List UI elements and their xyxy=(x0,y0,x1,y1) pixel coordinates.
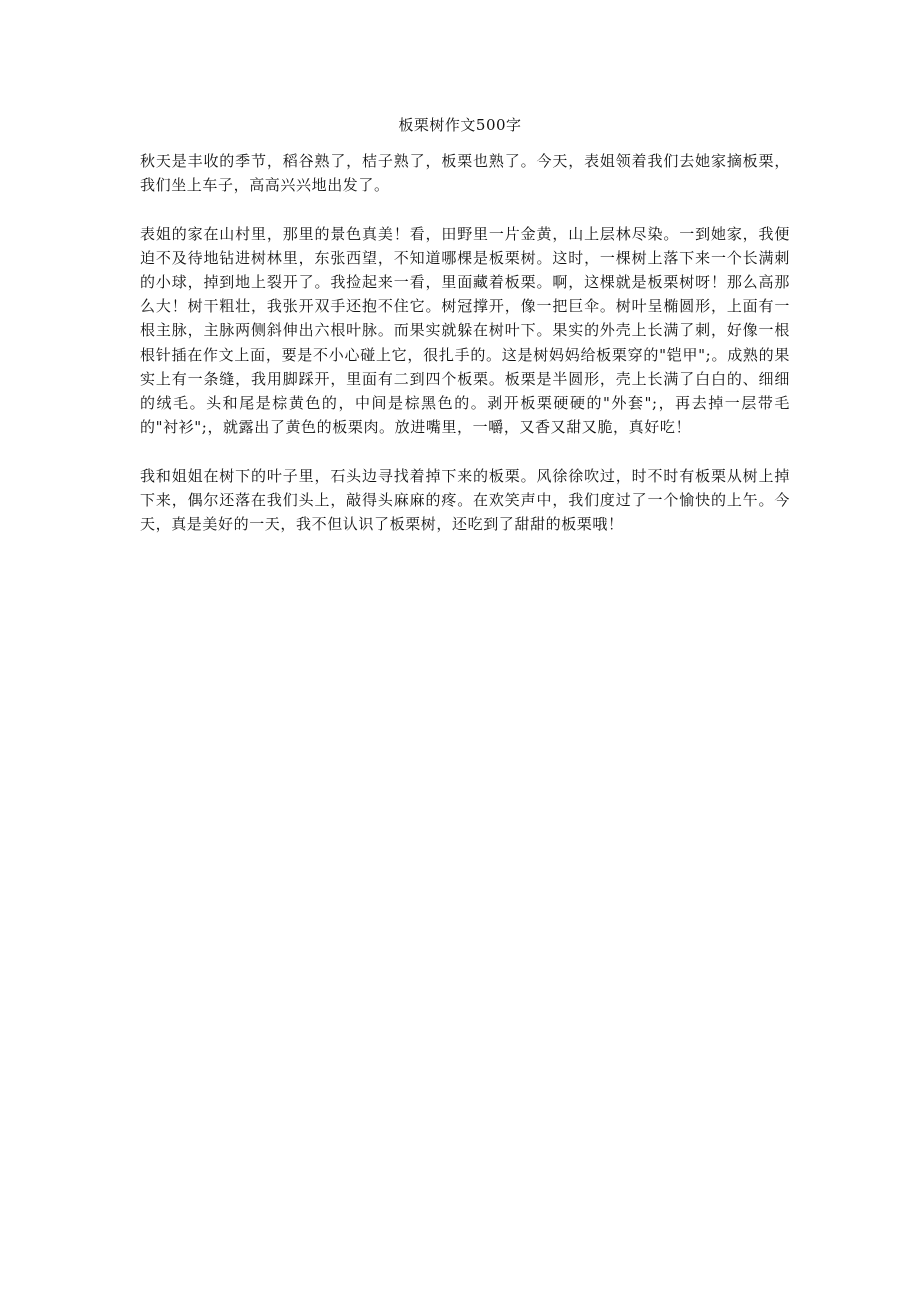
paragraph-2: 表姐的家在山村里，那里的景色真美！看，田野里一片金黄，山上层林尽染。一到她家，我便迫不及待地钻进树林里，东张西望，不知道哪棵是板栗树。这时，一棵树上落下来一个长满刺的小球，掉到地上裂开了。我捡起来一看，里面藏着板栗。啊，这棵就是板栗树呀！那么高那么大！树干粗壮，我张开双手还抱不住它。树冠撑开，像一把巨伞。树叶呈椭圆形，上面有一根主脉，主脉两侧斜伸出六根叶脉。而果实就躲在树叶下。果实的外壳上长满了刺，好像一根根针插在作文上面，要是不小心碰上它，很扎手的。这是树妈妈给板栗穿的"铠甲";。成熟的果实上有一条缝，我用脚踩开，里面有二到四个板栗。板栗是半圆形，壳上长满了白白的、细细的绒毛。头和尾是棕黄色的，中间是棕黑色的。剥开板栗硬硬的"外套";，再去掉一层带毛的"衬衫";，就露出了黄色的板栗肉。放进嘴里，一嚼，又香又甜又脆，真好吃！ xyxy=(140,224,790,437)
paragraph-3: 我和姐姐在树下的叶子里，石头边寻找着掉下来的板栗。风徐徐吹过，时不时有板栗从树上掉下来，偶尔还落在我们头上，敲得头麻麻的疼。在欢笑声中，我们度过了一个愉快的上午。今天，真是美好的一天，我不但认识了板栗树，还吃到了甜甜的板栗哦！ xyxy=(140,466,790,534)
paragraph-1: 秋天是丰收的季节，稻谷熟了，桔子熟了，板栗也熟了。今天，表姐领着我们去她家摘板栗，我们坐上车子，高高兴兴地出发了。 xyxy=(140,152,790,195)
document-body xyxy=(140,149,790,536)
document-title: 板栗树作文500字 xyxy=(398,116,522,134)
